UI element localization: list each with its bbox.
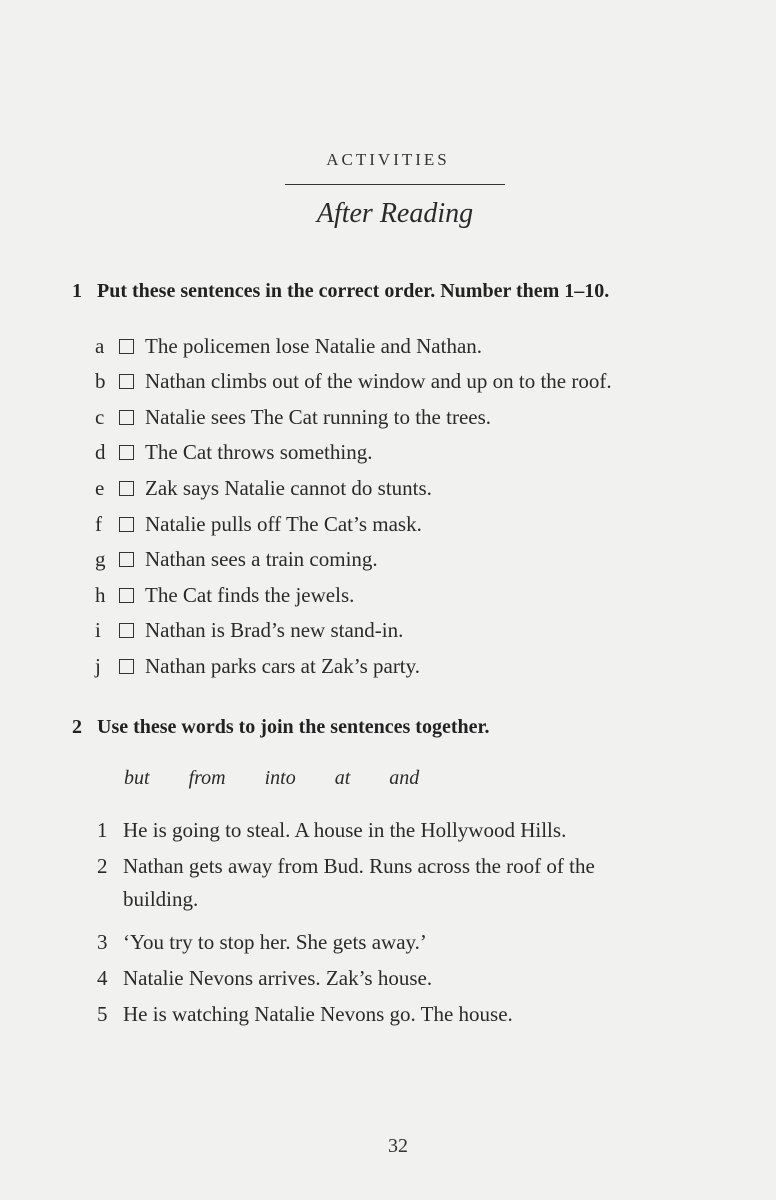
order-item — [95, 583, 354, 613]
sentence-text: He is going to steal. A house in the Hollywood Hills. — [123, 818, 567, 842]
join-sentence — [97, 930, 717, 955]
item-letter: i — [95, 618, 101, 642]
sentence-continuation: building. — [123, 887, 199, 911]
sentence-number: 1 — [97, 818, 108, 842]
join-sentence — [97, 854, 717, 912]
item-letter: b — [95, 369, 106, 393]
order-item — [95, 334, 482, 364]
question-1-number: 1 — [72, 280, 82, 302]
sentence-number: 5 — [97, 1002, 108, 1026]
item-text: Natalie sees The Cat running to the trees. — [145, 405, 492, 429]
order-checkbox[interactable] — [119, 481, 134, 496]
word-bank-word: at — [334, 767, 351, 789]
question-2-instruction: Use these words to join the sentences together. — [97, 716, 490, 738]
sentence-text: Nathan gets away from Bud. Runs across the roof of the — [123, 854, 595, 878]
section-subtitle: After Reading — [316, 198, 474, 229]
item-text: The Cat finds the jewels. — [145, 583, 355, 607]
sentence-text: He is watching Natalie Nevons go. The house. — [123, 1002, 513, 1026]
join-sentence — [97, 818, 717, 843]
item-letter: h — [95, 583, 106, 607]
order-checkbox[interactable] — [119, 374, 134, 389]
order-item — [95, 476, 432, 506]
item-text: Natalie pulls off The Cat’s mask. — [145, 512, 422, 536]
join-sentence — [97, 1002, 717, 1027]
question-1-title — [72, 280, 609, 303]
order-checkbox[interactable] — [119, 623, 134, 638]
item-text: Nathan is Brad’s new stand-in. — [145, 618, 404, 642]
order-checkbox[interactable] — [119, 410, 134, 425]
question-1-instruction: Put these sentences in the correct order. Number them 1–10. — [97, 280, 610, 302]
order-checkbox[interactable] — [119, 659, 134, 674]
item-text: Nathan parks cars at Zak’s party. — [145, 654, 421, 678]
sentence-text: Natalie Nevons arrives. Zak’s house. — [123, 966, 433, 990]
item-text: The Cat throws something. — [145, 440, 373, 464]
order-item — [95, 440, 372, 470]
item-letter: d — [95, 440, 106, 464]
question-2-title — [72, 716, 490, 739]
item-letter: c — [95, 405, 105, 429]
word-bank — [124, 767, 437, 790]
item-letter: f — [95, 512, 102, 536]
order-item — [95, 547, 378, 577]
word-bank-word: but — [124, 767, 150, 789]
word-bank-word: and — [389, 767, 420, 789]
order-checkbox[interactable] — [119, 517, 134, 532]
sentence-number: 2 — [97, 854, 108, 878]
order-item — [95, 369, 612, 399]
order-checkbox[interactable] — [119, 339, 134, 354]
section-heading: ACTIVITIES — [326, 150, 450, 169]
item-text: Zak says Natalie cannot do stunts. — [145, 476, 432, 500]
order-item — [95, 512, 422, 542]
item-text: Nathan sees a train coming. — [145, 547, 378, 571]
item-text: The policemen lose Natalie and Nathan. — [145, 334, 483, 358]
sentence-text: ‘You try to stop her. She gets away.’ — [123, 930, 427, 954]
heading-rule — [285, 184, 505, 185]
order-checkbox[interactable] — [119, 445, 134, 460]
item-letter: e — [95, 476, 105, 500]
order-checkbox[interactable] — [119, 588, 134, 603]
order-checkbox[interactable] — [119, 552, 134, 567]
item-letter: g — [95, 547, 106, 571]
word-bank-word: into — [264, 767, 296, 789]
word-bank-word: from — [188, 767, 226, 789]
order-item — [95, 654, 420, 684]
item-text: Nathan climbs out of the window and up on to the roof. — [145, 369, 612, 393]
item-letter: j — [95, 654, 101, 678]
join-sentence — [97, 966, 717, 991]
page-number: 32 — [388, 1135, 408, 1157]
order-item — [95, 405, 491, 435]
sentence-number: 4 — [97, 966, 108, 990]
sentence-number: 3 — [97, 930, 108, 954]
item-letter: a — [95, 334, 105, 358]
question-2-number: 2 — [72, 716, 82, 738]
order-item — [95, 618, 403, 648]
